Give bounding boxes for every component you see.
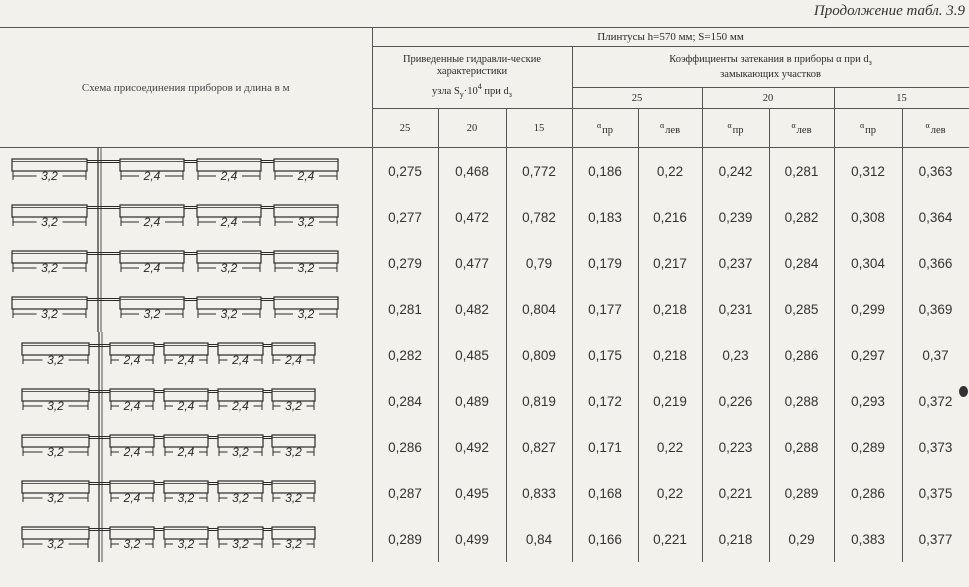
value-cell: 0,299 (834, 286, 902, 332)
connection-scheme (0, 240, 372, 286)
value-cell: 0,375 (902, 470, 969, 516)
group1-diameter-20: 20 (438, 109, 506, 148)
value-cell: 0,485 (438, 332, 506, 378)
value-cell: 0,218 (638, 332, 702, 378)
value-cell: 0,489 (438, 378, 506, 424)
value-cell: 0,782 (506, 194, 572, 240)
segment-length-label: 3,2 (232, 537, 249, 551)
value-cell: 0,179 (572, 240, 638, 286)
segment-length-label: 2,4 (123, 491, 141, 505)
value-cell: 0,499 (438, 516, 506, 562)
value-cell: 0,482 (438, 286, 506, 332)
value-cell: 0,286 (372, 424, 438, 470)
value-cell: 0,275 (372, 148, 438, 195)
segment-length-label: 3,2 (47, 353, 64, 367)
value-cell: 0,804 (506, 286, 572, 332)
scheme-drawing (0, 332, 360, 378)
group1-diameter-15: 15 (506, 109, 572, 148)
value-cell: 0,286 (834, 470, 902, 516)
alpha-header: $^\alpha$лев (769, 109, 834, 148)
value-cell: 0,223 (702, 424, 769, 470)
group2-diameter-25: 25 (572, 88, 702, 109)
value-cell: 0,284 (372, 378, 438, 424)
value-cell: 0,172 (572, 378, 638, 424)
top-header: Плинтусы h=570 мм; S=150 мм (372, 28, 969, 47)
value-cell: 0,22 (638, 470, 702, 516)
group1-diameter-25: 25 (372, 109, 438, 148)
segment-length-label: 3,2 (47, 491, 64, 505)
data-table (0, 27, 969, 562)
value-cell: 0,809 (506, 332, 572, 378)
scheme-drawing (0, 194, 360, 240)
value-cell: 0,242 (702, 148, 769, 195)
connection-scheme (0, 286, 372, 332)
group2-title: Коэффициенты затекания в приборы α при $d_з$ (669, 53, 872, 67)
segment-length-label: 3,2 (41, 215, 58, 229)
segment-length-label: 2,4 (232, 399, 249, 413)
value-cell: 0,218 (638, 286, 702, 332)
alpha-header: $^\alpha$лев (638, 109, 702, 148)
group1-title: Приведенные гидравли-ческие характеристики (402, 54, 542, 77)
group2-diameter-20: 20 (702, 88, 834, 109)
scheme-column-header: Схема присоединения приборов и длина в м (0, 28, 372, 148)
value-cell: 0,177 (572, 286, 638, 332)
segment-length-label: 2,4 (220, 215, 238, 229)
value-cell: 0,364 (902, 194, 969, 240)
value-cell: 0,239 (702, 194, 769, 240)
value-cell: 0,226 (702, 378, 769, 424)
value-cell: 0,285 (769, 286, 834, 332)
segment-length-label: 3,2 (41, 169, 58, 183)
alpha-header: $^\alpha$пр (572, 109, 638, 148)
value-cell: 0,37 (902, 332, 969, 378)
value-cell: 0,297 (834, 332, 902, 378)
value-cell: 0,293 (834, 378, 902, 424)
value-cell: 0,84 (506, 516, 572, 562)
value-cell: 0,492 (438, 424, 506, 470)
value-cell: 0,288 (769, 378, 834, 424)
value-cell: 0,166 (572, 516, 638, 562)
connection-scheme (0, 378, 372, 424)
segment-length-label: 3,2 (47, 445, 64, 459)
value-cell: 0,218 (702, 516, 769, 562)
value-cell: 0,22 (638, 148, 702, 195)
value-cell: 0,312 (834, 148, 902, 195)
segment-length-label: 2,4 (177, 445, 195, 459)
table-row (0, 286, 969, 332)
value-cell: 0,186 (572, 148, 638, 195)
group1-subtitle: узла $S_у\cdot 10^4$ при $d_з$ (432, 82, 512, 99)
table-row (0, 470, 969, 516)
value-cell: 0,282 (372, 332, 438, 378)
value-cell: 0,281 (372, 286, 438, 332)
segment-length-label: 3,2 (143, 307, 161, 321)
value-cell: 0,363 (902, 148, 969, 195)
value-cell: 0,231 (702, 286, 769, 332)
value-cell: 0,288 (769, 424, 834, 470)
value-cell: 0,79 (506, 240, 572, 286)
segment-length-label: 2,4 (232, 353, 249, 367)
value-cell: 0,772 (506, 148, 572, 195)
table-row (0, 194, 969, 240)
table-row (0, 148, 969, 195)
segment-length-label: 3,2 (232, 491, 249, 505)
value-cell: 0,216 (638, 194, 702, 240)
value-cell: 0,183 (572, 194, 638, 240)
connection-scheme (0, 470, 372, 516)
value-cell: 0,308 (834, 194, 902, 240)
table-row (0, 378, 969, 424)
segment-length-label: 3,2 (285, 537, 302, 551)
value-cell: 0,237 (702, 240, 769, 286)
table-row (0, 424, 969, 470)
alpha-header: $^\alpha$пр (702, 109, 769, 148)
value-cell: 0,819 (506, 378, 572, 424)
segment-length-label: 3,2 (232, 445, 249, 459)
value-cell: 0,289 (372, 516, 438, 562)
scheme-drawing (0, 424, 360, 470)
segment-length-label: 3,2 (177, 537, 195, 551)
segment-length-label: 3,2 (220, 307, 238, 321)
segment-length-label: 2,4 (285, 353, 302, 367)
value-cell: 0,373 (902, 424, 969, 470)
scheme-drawing (0, 470, 360, 516)
value-cell: 0,472 (438, 194, 506, 240)
segment-length-label: 2,4 (297, 169, 315, 183)
value-cell: 0,279 (372, 240, 438, 286)
segment-length-label: 2,4 (123, 445, 141, 459)
segment-length-label: 3,2 (47, 537, 64, 551)
value-cell: 0,168 (572, 470, 638, 516)
value-cell: 0,171 (572, 424, 638, 470)
value-cell: 0,221 (702, 470, 769, 516)
table-row (0, 516, 969, 562)
value-cell: 0,477 (438, 240, 506, 286)
segment-length-label: 2,4 (177, 399, 195, 413)
segment-length-label: 3,2 (177, 491, 195, 505)
value-cell: 0,827 (506, 424, 572, 470)
segment-length-label: 2,4 (123, 399, 141, 413)
table-row (0, 332, 969, 378)
value-cell: 0,383 (834, 516, 902, 562)
connection-scheme (0, 516, 372, 562)
segment-length-label: 3,2 (41, 307, 58, 321)
scheme-drawing (0, 148, 360, 194)
scheme-drawing (0, 240, 360, 286)
value-cell: 0,372 (902, 378, 969, 424)
alpha-header: $^\alpha$лев (902, 109, 969, 148)
segment-length-label: 3,2 (285, 445, 302, 459)
value-cell: 0,29 (769, 516, 834, 562)
segment-length-label: 2,4 (220, 169, 238, 183)
segment-length-label: 3,2 (123, 537, 141, 551)
segment-length-label: 2,4 (143, 261, 161, 275)
value-cell: 0,277 (372, 194, 438, 240)
group2-header (572, 47, 969, 88)
segment-length-label: 2,4 (177, 353, 195, 367)
segment-length-label: 3,2 (47, 399, 64, 413)
connection-scheme (0, 148, 372, 195)
scheme-drawing (0, 378, 360, 424)
segment-length-label: 2,4 (143, 215, 161, 229)
group2-diameter-15: 15 (834, 88, 969, 109)
table-caption: Продолжение табл. 3.9 (813, 3, 965, 19)
segment-length-label: 2,4 (143, 169, 161, 183)
segment-length-label: 3,2 (285, 491, 302, 505)
value-cell: 0,287 (372, 470, 438, 516)
alpha-header: $^\alpha$пр (834, 109, 902, 148)
value-cell: 0,286 (769, 332, 834, 378)
segment-length-label: 3,2 (297, 307, 315, 321)
connection-scheme (0, 424, 372, 470)
value-cell: 0,22 (638, 424, 702, 470)
value-cell: 0,175 (572, 332, 638, 378)
segment-length-label: 2,4 (123, 353, 141, 367)
connection-scheme (0, 194, 372, 240)
value-cell: 0,282 (769, 194, 834, 240)
value-cell: 0,833 (506, 470, 572, 516)
value-cell: 0,217 (638, 240, 702, 286)
ink-dot (959, 386, 968, 397)
connection-scheme (0, 332, 372, 378)
value-cell: 0,281 (769, 148, 834, 195)
value-cell: 0,468 (438, 148, 506, 195)
value-cell: 0,304 (834, 240, 902, 286)
value-cell: 0,289 (769, 470, 834, 516)
segment-length-label: 3,2 (297, 215, 315, 229)
segment-length-label: 3,2 (297, 261, 315, 275)
scheme-drawing (0, 286, 360, 332)
value-cell: 0,289 (834, 424, 902, 470)
value-cell: 0,377 (902, 516, 969, 562)
value-cell: 0,23 (702, 332, 769, 378)
table-row (0, 240, 969, 286)
group1-header (372, 47, 572, 109)
value-cell: 0,219 (638, 378, 702, 424)
value-cell: 0,284 (769, 240, 834, 286)
segment-length-label: 3,2 (220, 261, 238, 275)
value-cell: 0,366 (902, 240, 969, 286)
value-cell: 0,495 (438, 470, 506, 516)
group2-subtitle: замыкающих участков (720, 68, 821, 80)
scheme-drawing (0, 516, 360, 562)
segment-length-label: 3,2 (41, 261, 58, 275)
value-cell: 0,221 (638, 516, 702, 562)
segment-length-label: 3,2 (285, 399, 302, 413)
value-cell: 0,369 (902, 286, 969, 332)
